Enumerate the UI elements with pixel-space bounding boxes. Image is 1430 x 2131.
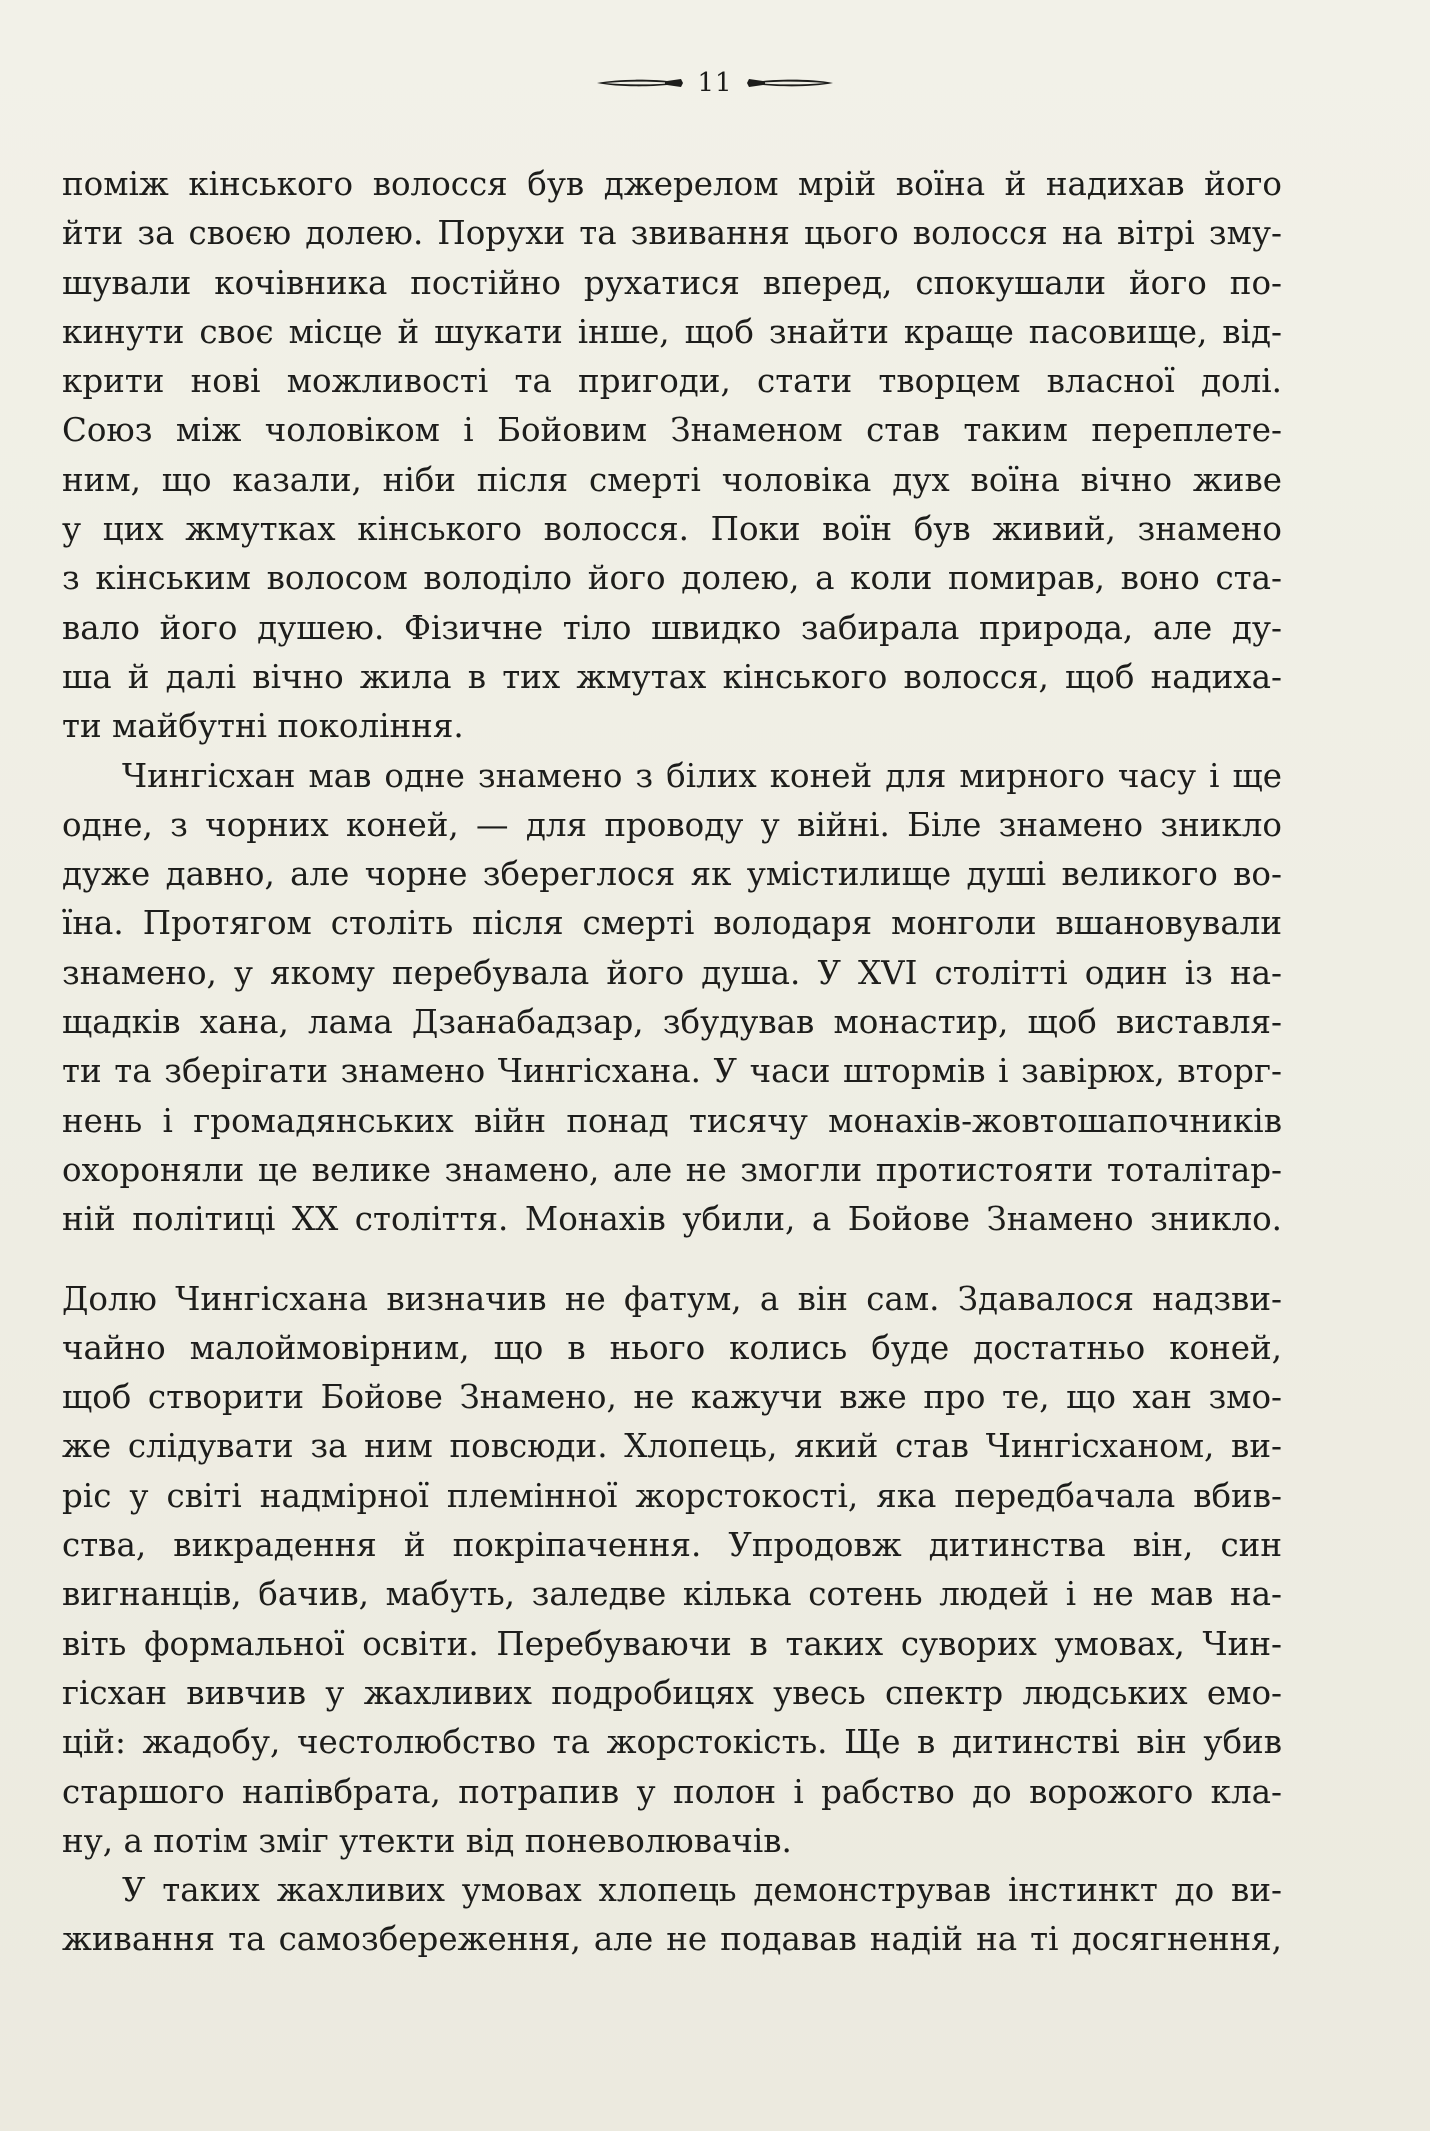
text-line: з кінським волосом володіло його долею, а коли помирав, воно ста-	[62, 559, 1282, 598]
text-line: Союз між чоловіком і Бойовим Знаменом став таким переплете-	[62, 411, 1282, 450]
text-line: вало його душею. Фізичне тіло швидко забирала природа, але ду-	[62, 608, 1282, 647]
text-line: вигнанців, бачив, мабуть, заледве кілька сотень людей і не мав на-	[62, 1575, 1282, 1614]
text-line: же слідувати за ним повсюди. Хлопець, який став Чингісханом, ви-	[62, 1427, 1282, 1466]
text-line: поміж кінського волосся був джерелом мрій воїна й надихав його	[62, 165, 1282, 203]
text-line: ним, що казали, ніби після смерті чоловіка дух воїна вічно живе	[62, 460, 1282, 499]
text-line: ти майбутні покоління.	[62, 707, 464, 746]
text-line: Чингісхан мав одне знамено з білих коней для мирного часу і ще	[122, 756, 1282, 795]
text-line: щадків хана, лама Дзанабадзар, збудував монастир, щоб виставля-	[62, 1003, 1282, 1042]
text-line: у цих жмутках кінського волосся. Поки воїн був живий, знамено	[62, 510, 1282, 549]
text-line: ну, а потім зміг утекти від поневолювачів.	[62, 1821, 792, 1860]
right-flourish-icon	[747, 76, 833, 90]
text-line: щоб створити Бойове Знамено, не кажучи вже про те, що хан змо-	[62, 1378, 1282, 1417]
paragraph-3	[62, 1275, 1282, 1867]
text-line: шували кочівника постійно рухатися вперед, спокушали його по-	[62, 263, 1282, 302]
paragraph-1	[62, 160, 1282, 752]
text-line: віть формальної освіти. Перебуваючи в таких суворих умовах, Чин-	[62, 1624, 1282, 1663]
page-number: 11	[697, 68, 733, 98]
text-line: чайно малоймовірним, що в нього колись буде достатньо коней,	[62, 1328, 1282, 1367]
text-line: нень і громадянських війн понад тисячу монахів-жовтошапочників	[62, 1101, 1282, 1140]
text-line: крити нові можливості та пригоди, стати творцем власної долі.	[62, 362, 1282, 401]
text-line: ства, викрадення й покріпачення. Упродовж дитинства він, син	[62, 1526, 1282, 1565]
text-line: Долю Чингісхана визначив не фатум, а він сам. Здавалося надзви-	[62, 1279, 1282, 1318]
text-line: йти за своєю долею. Порухи та звивання цього волосся на вітрі зму-	[62, 214, 1282, 253]
text-line: живання та самозбереження, але не подавав надій на ті досягнення,	[62, 1920, 1282, 1959]
text-line: ній політиці XX століття. Монахів убили, а Бойове Знамено зникло.	[62, 1200, 1282, 1239]
text-line: старшого напівбрата, потрапив у полон і рабство до ворожого кла-	[62, 1772, 1282, 1811]
text-line: їна. Протягом століть після смерті володаря монголи вшановували	[62, 904, 1282, 943]
text-line: цій: жадобу, честолюбство та жорстокість. Ще в дитинстві він убив	[62, 1723, 1282, 1762]
body-text	[62, 160, 1282, 1965]
text-line: кинути своє місце й шукати інше, щоб знайти краще пасовище, від-	[62, 312, 1282, 351]
text-line: гісхан вивчив у жахливих подробицях увесь спектр людських емо-	[62, 1673, 1282, 1712]
text-line: дуже давно, але чорне збереглося як умістилище душі великого во-	[62, 855, 1282, 894]
text-line: ти та зберігати знамено Чингісхана. У часи штормів і завірюх, вторг-	[62, 1052, 1282, 1091]
text-line: одне, з чорних коней, — для проводу у війні. Біле знамено зникло	[62, 805, 1282, 844]
text-line: охороняли це велике знамено, але не змогли протистояти тоталітар-	[62, 1150, 1282, 1189]
page-header	[0, 66, 1430, 100]
text-line: У таких жахливих умовах хлопець демонстрував інстинкт до ви-	[122, 1871, 1282, 1910]
text-line: ша й далі вічно жила в тих жмутах кінського волосся, щоб надиха-	[62, 657, 1282, 696]
paragraph-4	[62, 1866, 1282, 1965]
left-flourish-icon	[597, 76, 683, 90]
section-gap	[62, 1245, 1282, 1275]
text-line: ріс у світі надмірної племінної жорстокості, яка передбачала вбив-	[62, 1476, 1282, 1515]
text-line: знамено, у якому перебувала його душа. У XVI столітті один із на-	[62, 953, 1282, 992]
paragraph-2	[62, 752, 1282, 1245]
